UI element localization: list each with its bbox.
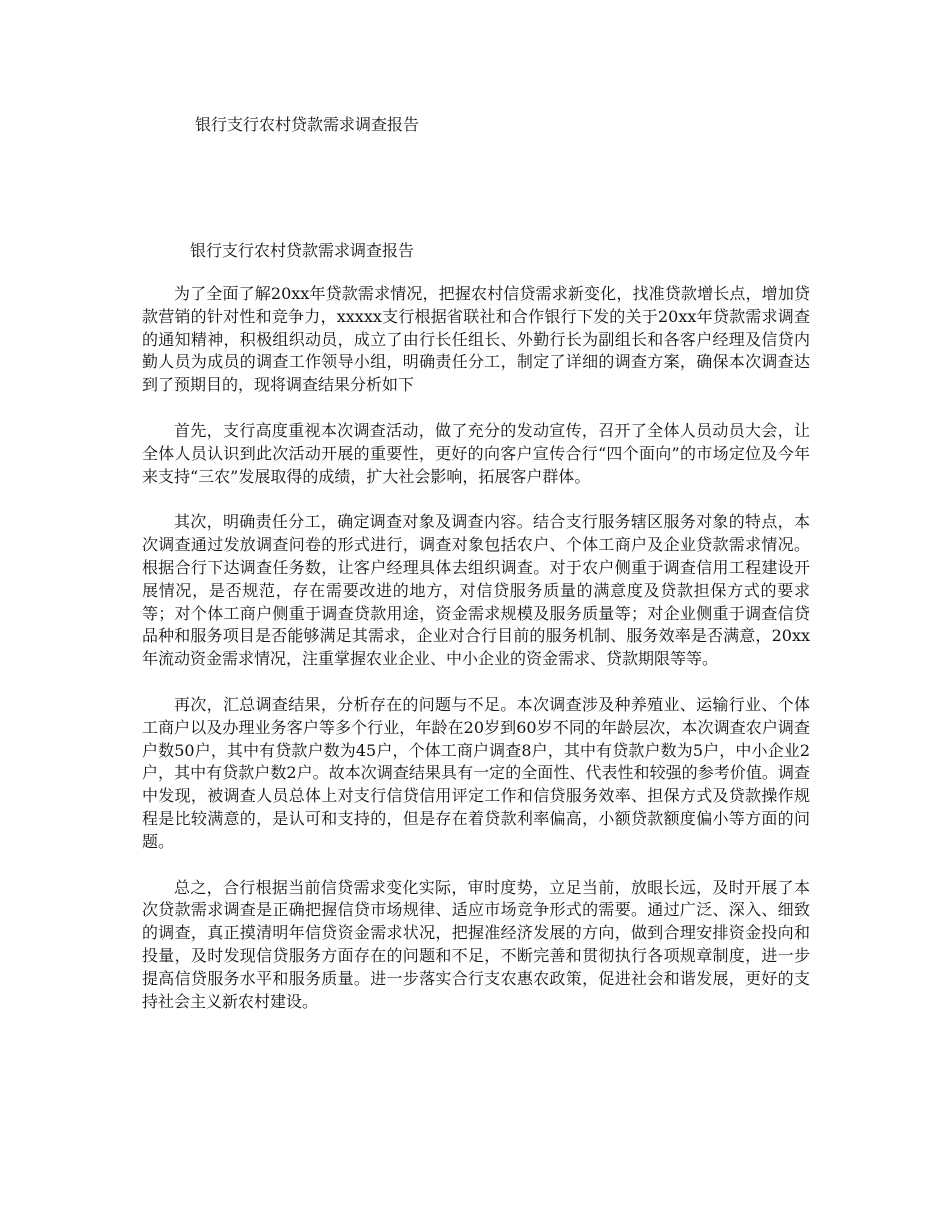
page-title: 银行支行农村贷款需求调查报告: [190, 241, 415, 260]
paragraph-third: 再次，汇总调查结果，分析存在的问题与不足。本次调查涉及种养殖业、运输行业、个体工商户以及办理业务客户等多个行业，年龄在20岁到60岁不同的年龄层次，本次调查农户调查户数50户，其中有贷款户数为45户，个体工商户调查8户，其中有贷款户数为5户，中小企业2户，其中有贷款户数2户。故本次调查结果具有一定的全面性、代表性和较强的参考价值。调查中发现，被调查人员总体上对支行信贷信用评定工作和信贷服务效率、担保方式及贷款操作规程是比较满意的，是认可和支持的，但是存在着贷款利率偏高，小额贷款额度偏小等方面的问题。: [142, 694, 810, 851]
header-title: 银行支行农村贷款需求调查报告: [195, 115, 420, 134]
paragraph-intro: 为了全面了解20xx年贷款需求情况，把握农村信贷需求新变化，找准贷款增长点，增加贷款营销的针对性和竞争力，xxxxx支行根据省联社和合作银行下发的关于20xx年贷款需求调查的通知精神，积极组织动员，成立了由行长任组长、外勤行长为副组长和各客户经理及信贷内勤人员为成员的调查工作领导小组，明确责任分工，制定了详细的调查方案，确保本次调查达到了预期目的，现将调查结果分析如下: [142, 284, 810, 395]
paragraph-conclusion: 总之，合行根据当前信贷需求变化实际，审时度势，立足当前，放眼长远，及时开展了本次贷款需求调查是正确把握信贷市场规律、适应市场竞争形式的需要。通过广泛、深入、细致的调查，真正摸清明年信贷资金需求状况，把握准经济发展的方向，做到合理安排资金投向和投量，及时发现信贷服务方面存在的问题和不足，不断完善和贯彻执行各项规章制度，进一步提高信贷服务水平和服务质量。进一步落实合行支农惠农政策，促进社会和谐发展，更好的支持社会主义新农村建设。: [142, 877, 810, 1011]
document-body: [142, 283, 810, 1036]
paragraph-second: 其次，明确责任分工，确定调查对象及调查内容。结合支行服务辖区服务对象的特点，本次调查通过发放调查问卷的形式进行，调查对象包括农户、个体工商户及企业贷款需求情况。根据合行下达调查任务数，让客户经理具体去组织调查。对于农户侧重于调查信用工程建设开展情况，是否规范，存在需要改进的地方，对信贷服务质量的满意度及贷款担保方式的要求等；对个体工商户侧重于调查贷款用途，资金需求规模及服务质量等；对企业侧重于调查信贷品种和服务项目是否能够满足其需求，企业对合行目前的服务机制、服务效率是否满意，20xx年流动资金需求情况，注重掌握农业企业、中小企业的资金需求、贷款期限等等。: [142, 512, 810, 669]
paragraph-first: 首先，支行高度重视本次调查活动，做了充分的发动宣传，召开了全体人员动员大会，让全体人员认识到此次活动开展的重要性，更好的向客户宣传合行“四个面向”的市场定位及今年来支持“三农”发展取得的成绩，扩大社会影响，拓展客户群体。: [142, 420, 810, 486]
